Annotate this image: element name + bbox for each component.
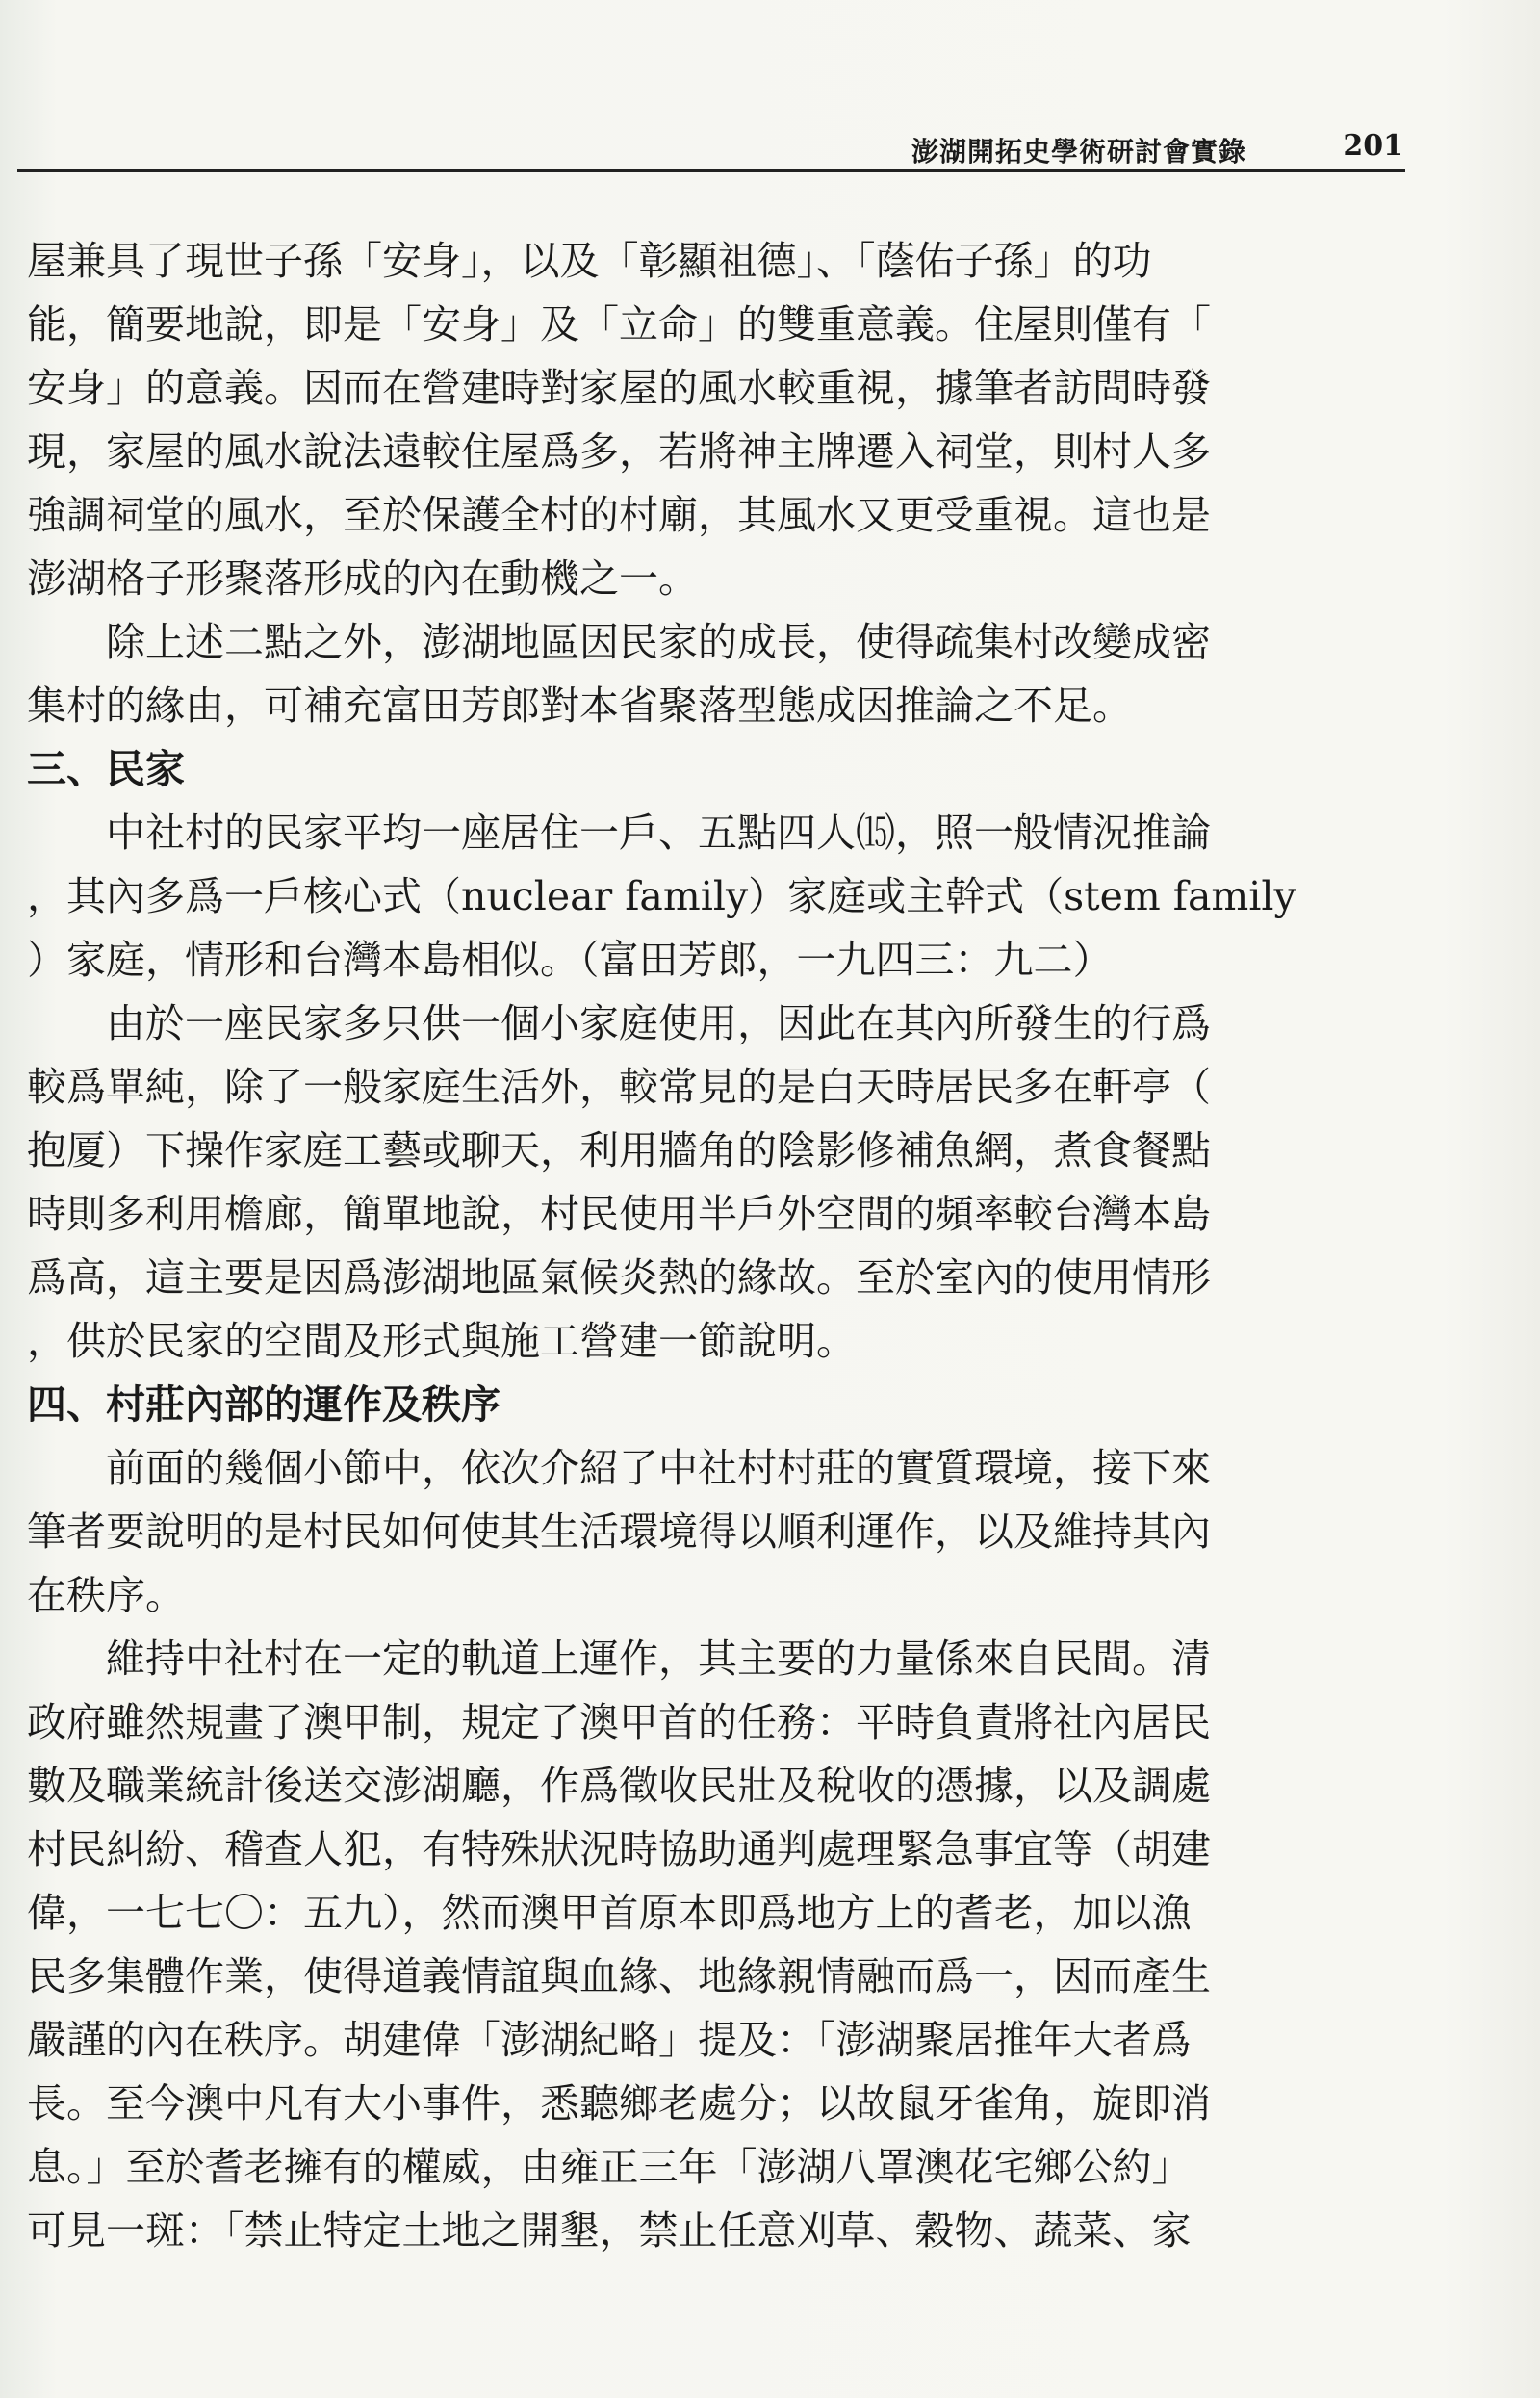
header-title: 澎湖開拓史學術研討會實錄 — [911, 136, 1246, 168]
text-line: 在秩序。 — [27, 1572, 185, 1618]
text-line: 爲高，這主要是因爲澎湖地區氣候炎熱的緣故。至於室內的使用情形 — [27, 1254, 1211, 1301]
text-line: 民多集體作業，使得道義情誼與血緣、地緣親情融而爲一，因而產生 — [27, 1953, 1211, 1999]
running-header — [17, 123, 1405, 171]
text-line: 可見一斑：「禁止特定土地之開墾，禁止任意刈草、穀物、蔬菜、家 — [27, 2207, 1192, 2254]
text-line: 現，家屋的風水說法遠較住屋爲多，若將神主牌遷入祠堂，則村人多 — [27, 428, 1211, 475]
text-line: 集村的緣由，可補充富田芳郎對本省聚落型態成因推論之不足。 — [27, 683, 1132, 729]
text-line: 息。」至於耆老擁有的權威，由雍正三年「澎湖八罩澳花宅鄉公約」 — [27, 2144, 1192, 2190]
text-line: 前面的幾個小節中，依次介紹了中社村村莊的實質環境，接下來 — [106, 1445, 1211, 1491]
text-line: 中社村的民家平均一座居住一戶、五點四人⒂，照一般情況推論 — [106, 810, 1211, 856]
text-line: 村民糾紛、稽查人犯，有特殊狀況時協助通判處理緊急事宜等（胡建 — [27, 1826, 1211, 1872]
text-line: 屋兼具了現世子孫「安身」，以及「彰顯祖德」、「蔭佑子孫」的功 — [27, 238, 1152, 284]
text-line: 嚴謹的內在秩序。胡建偉「澎湖紀略」提及：「澎湖聚居推年大者爲 — [27, 2017, 1192, 2063]
text-line: ，其內多爲一戶核心式（nuclear family）家庭或主幹式（stem family — [27, 873, 1296, 919]
text-line: 能，簡要地說，即是「安身」及「立命」的雙重意義。住屋則僅有「 — [27, 301, 1211, 348]
text-line: 政府雖然規畫了澳甲制，規定了澳甲首的任務：平時負責將社內居民 — [27, 1699, 1211, 1745]
text-line: ，供於民家的空間及形式與施工營建一節說明。 — [27, 1318, 856, 1364]
text-line: 強調祠堂的風水，至於保護全村的村廟，其風水又更受重視。這也是 — [27, 492, 1211, 538]
text-line: 由於一座民家多只供一個小家庭使用，因此在其內所發生的行爲 — [106, 1000, 1211, 1046]
section-heading: 三、民家 — [27, 746, 185, 792]
text-line: 較爲單純，除了一般家庭生活外，較常見的是白天時居民多在軒亭（ — [27, 1064, 1211, 1110]
text-line: 偉，一七七〇：五九），然而澳甲首原本即爲地方上的耆老，加以漁 — [27, 1890, 1192, 1936]
text-line: 時則多利用檐廊，簡單地說，村民使用半戶外空間的頻率較台灣本島 — [27, 1191, 1211, 1237]
text-line: 抱厦）下操作家庭工藝或聊天，利用牆角的陰影修補魚網，煮食餐點 — [27, 1127, 1211, 1173]
text-line: 安身」的意義。因而在營建時對家屋的風水較重視，據筆者訪問時發 — [27, 365, 1211, 411]
text-line: 除上述二點之外，澎湖地區因民家的成長，使得疏集村改變成密 — [106, 619, 1211, 665]
header-rule — [17, 169, 1405, 172]
text-line: 澎湖格子形聚落形成的內在動機之一。 — [27, 555, 698, 602]
text-line: ）家庭，情形和台灣本島相似。（富田芳郎，一九四三：九二） — [27, 937, 1113, 983]
text-line: 數及職業統計後送交澎湖廳，作爲徵收民壯及稅收的憑據，以及調處 — [27, 1763, 1211, 1809]
page-number: 201 — [1343, 129, 1403, 163]
text-line: 維持中社村在一定的軌道上運作，其主要的力量係來自民間。清 — [106, 1636, 1211, 1682]
body-text — [27, 229, 1374, 2262]
text-line: 筆者要說明的是村民如何使其生活環境得以順利運作，以及維持其內 — [27, 1508, 1211, 1555]
text-line: 長。至今澳中凡有大小事件，悉聽鄉老處分；以故鼠牙雀角，旋即消 — [27, 2080, 1211, 2127]
section-heading: 四、村莊內部的運作及秩序 — [27, 1381, 500, 1428]
